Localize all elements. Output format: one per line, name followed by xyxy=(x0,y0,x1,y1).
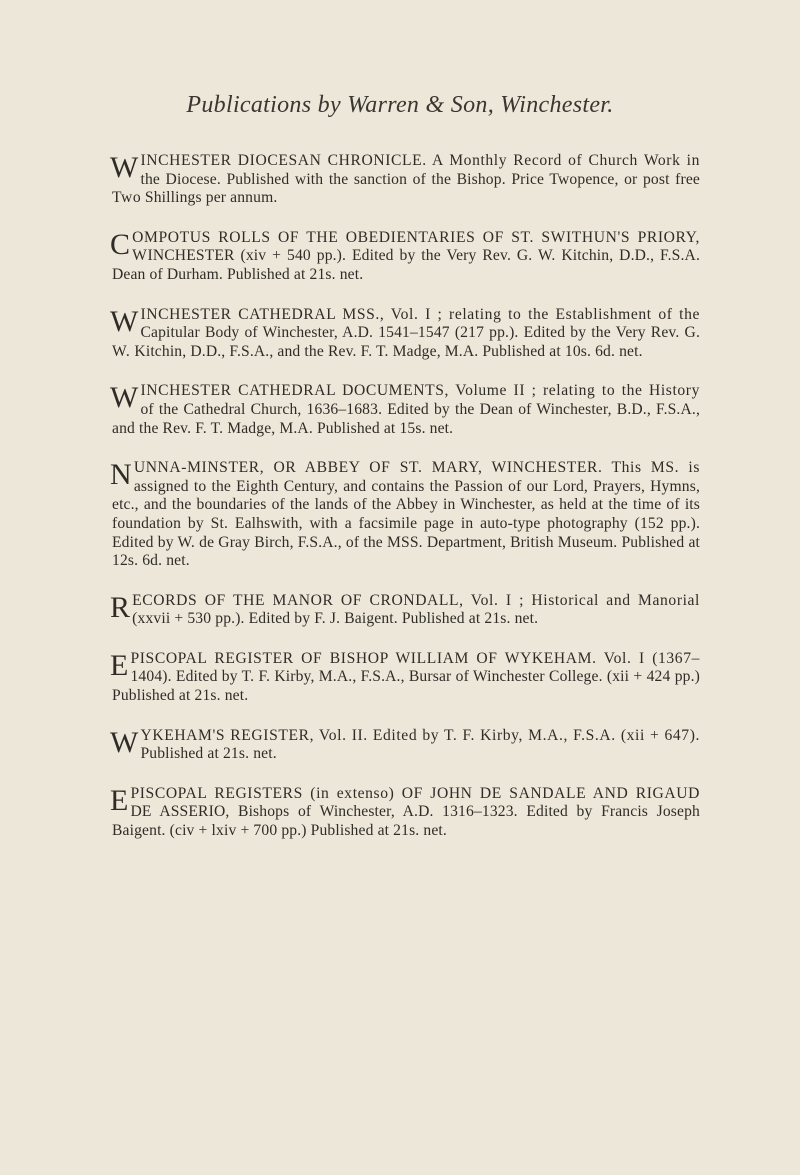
entry-text: INCHESTER CATHEDRAL MSS., Vol. I ; relating to the Establishment of the Capitular Body of Winchester, A.D. 1541–1547 (217 pp.). Edited by the Very Rev. G. W. Kitchin, D.D., F.S.A., and the Rev. F. T. Madge, M.A. Published at 10s. 6d. net. xyxy=(112,305,700,360)
entry-episcopal-registers xyxy=(112,785,700,841)
entry-text: INCHESTER DIOCESAN CHRONICLE. A Monthly Record of Church Work in the Diocese. Published with the sanction of the Bishop. Price Twopence, or post free Two Shillings per annum. xyxy=(112,152,700,207)
entry-text: INCHESTER CATHEDRAL DOCUMENTS, Volume II ; relating to the History of the Cathedral Church, 1636–1683. Edited by the Dean of Winchester, B.D., F.S.A., and the Rev. F. T. Madge, M.A. Published at 15s. net. xyxy=(112,382,700,437)
entry-text: UNNA-MINSTER, OR ABBEY OF ST. MARY, WINCHESTER. This MS. is assigned to the Eighth Century, and contains the Passion of our Lord, Prayers, Hymns, etc., and the boundaries of the lands of the Abbey in Winchester, as held at the time of its foundation by St. Ealhswith, with a facsimile page in auto-type photography (152 pp.). Edited by W. de Gray Birch, F.S.A., of the MSS. Department, British Museum. Published at 12s. 6d. net. xyxy=(112,459,700,570)
entry-initial: N xyxy=(110,458,132,492)
entry-wykeham-register-2 xyxy=(112,727,700,764)
entry-cathedral-mss xyxy=(112,306,700,362)
entry-compotus-rolls xyxy=(112,229,700,285)
entry-initial: C xyxy=(110,227,131,261)
entry-cathedral-documents xyxy=(112,382,700,438)
entry-initial: W xyxy=(110,725,139,759)
entry-text: PISCOPAL REGISTERS (in extenso) OF JOHN DE SANDALE AND RIGAUD DE ASSERIO, Bishops of Winchester, A.D. 1316–1323. Edited by Francis Joseph Baigent. (civ + lxiv + 700 pp.) Published at 21s. net. xyxy=(112,784,700,840)
entry-initial: W xyxy=(110,381,139,415)
entry-crondall-records xyxy=(112,592,700,629)
entry-wykeham-register-1 xyxy=(112,650,700,706)
entry-text: PISCOPAL REGISTER OF BISHOP WILLIAM OF WYKEHAM. Vol. I (1367–1404). Edited by T. F. Kirby, M.A., F.S.A., Bursar of Winchester College. (xii + 424 pp.) Published at 21s. net. xyxy=(112,649,700,705)
entry-initial: R xyxy=(110,590,131,624)
page-title: Publications by Warren & Son, Winchester. xyxy=(186,92,614,118)
entry-initial: W xyxy=(110,304,139,338)
entry-diocesan-chronicle xyxy=(112,152,700,208)
entry-text: OMPOTUS ROLLS OF THE OBEDIENTARIES OF ST. SWITHUN'S PRIORY, WINCHESTER (xiv + 540 pp.). Edited by the Very Rev. G. W. Kitchin, D.D., F.S.A. Dean of Durham. Published at 21s. net. xyxy=(112,228,700,283)
entry-text: ECORDS OF THE MANOR OF CRONDALL, Vol. I ; Historical and Manorial (xxvii + 530 pp.). Edited by F. J. Baigent. Published at 21s. net. xyxy=(132,591,700,628)
entry-initial: E xyxy=(110,783,129,817)
entry-initial: E xyxy=(110,648,129,682)
entry-initial: W xyxy=(110,151,139,184)
entry-text: YKEHAM'S REGISTER, Vol. II. Edited by T. F. Kirby, M.A., F.S.A. (xii + 647). Published at 21s. net. xyxy=(140,726,700,763)
publication-list xyxy=(112,152,700,862)
entry-nunna-minster xyxy=(112,459,700,571)
